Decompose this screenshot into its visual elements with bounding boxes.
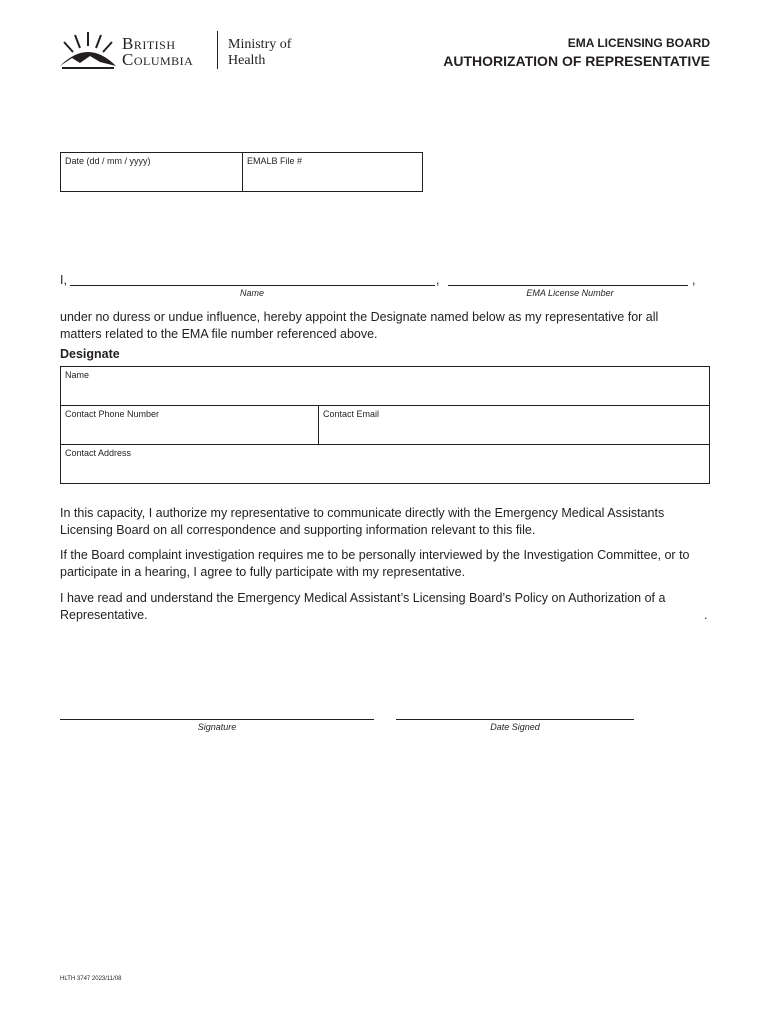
- form-number: HLTH 3747 2023/11/08: [60, 976, 122, 982]
- paragraph-authorize: In this capacity, I authorize my representative to communicate directly with the Emergency Medical Assistants Licensing Board on all correspondence and supporting information relevant to this file.: [60, 506, 665, 537]
- designate-phone-label: Contact Phone Number: [65, 409, 160, 419]
- designate-name-field[interactable]: [60, 366, 710, 406]
- designate-address-label: Contact Address: [65, 448, 132, 458]
- date-signed-line[interactable]: [396, 719, 634, 720]
- paragraph-policy: I have read and understand the Emergency Medical Assistant’s Licensing Board’s Policy on Authorization of a Representative.: [60, 591, 666, 622]
- license-caption: EMA License Number: [526, 288, 614, 298]
- date-signed-caption: Date Signed: [490, 722, 540, 732]
- declaration-prefix: I,: [60, 273, 67, 287]
- license-number-line[interactable]: [448, 285, 688, 286]
- designate-email-label: Contact Email: [323, 409, 380, 419]
- designate-heading: Designate: [60, 347, 120, 361]
- designate-name-label: Name: [65, 370, 90, 380]
- logo-health: Health: [228, 53, 266, 68]
- form-title: AUTHORIZATION OF REPRESENTATIVE: [443, 53, 710, 69]
- board-name: EMA LICENSING BOARD: [567, 36, 710, 50]
- paragraph-policy-dot: .: [704, 608, 708, 622]
- signature-line[interactable]: [60, 719, 374, 720]
- logo-columbia: Columbia: [122, 50, 194, 69]
- declaration-text: under no duress or undue influence, hereby appoint the Designate named below as my representative for all matters related to the EMA file number referenced above.: [60, 310, 659, 341]
- name-caption: Name: [239, 288, 264, 298]
- bc-logo-sun-icon: [58, 28, 118, 72]
- file-number-field[interactable]: [242, 152, 423, 192]
- designate-email-field[interactable]: [318, 405, 710, 445]
- logo-british: British: [122, 34, 176, 53]
- signature-caption: Signature: [197, 722, 237, 732]
- declaration-trail: ,: [692, 273, 696, 287]
- declaration-comma: ,: [436, 273, 440, 287]
- file-number-label: EMALB File #: [247, 156, 303, 166]
- logo-ministry: Ministry of: [228, 37, 292, 52]
- name-line[interactable]: [70, 285, 435, 286]
- logo-divider: [217, 31, 218, 69]
- paragraph-interview: If the Board complaint investigation requires me to be personally interviewed by the Investigation Committee, or to participate in a hearing, I agree to fully participate with my representative.: [60, 548, 690, 579]
- date-label: Date (dd / mm / yyyy): [65, 156, 151, 166]
- designate-address-field[interactable]: [60, 444, 710, 484]
- date-field[interactable]: [60, 152, 243, 192]
- designate-phone-field[interactable]: [60, 405, 319, 445]
